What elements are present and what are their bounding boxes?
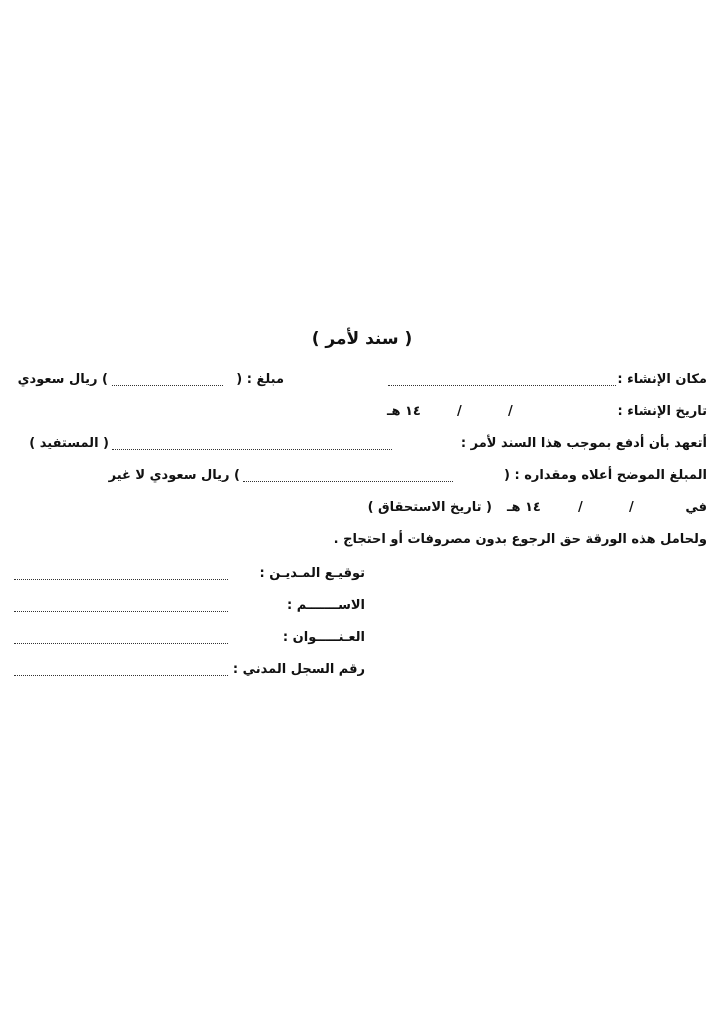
date-of-issue-label: تاريخ الإنشاء : (617, 404, 707, 419)
beneficiary-label: ( المستفيد ) (29, 436, 109, 451)
pledge-text: أتعهد بأن أدفع بموجب هذا السند لأمر : (460, 436, 707, 451)
document-title: ( سند لأمر ) (311, 329, 413, 349)
name-field[interactable] (14, 611, 228, 612)
date-separator: / (508, 404, 513, 419)
beneficiary-field[interactable] (112, 449, 392, 450)
date-separator: / (578, 500, 583, 515)
bearer-clause: ولحامل هذه الورقة حق الرجوع بدون مصروفات أو احتجاج . (333, 532, 707, 547)
amount-label: مبلغ : ( (236, 372, 284, 387)
amount-in-words-field[interactable] (243, 481, 453, 482)
debtor-signature-field[interactable] (14, 579, 228, 580)
civil-id-field[interactable] (14, 675, 228, 676)
date-separator: / (629, 500, 634, 515)
amount-in-words-suffix: ) ريال سعودي لا غير (108, 468, 240, 483)
amount-currency-label: ) ريال سعودي (17, 372, 108, 387)
civil-id-label: رقم السجل المدني : (232, 662, 365, 677)
place-of-issue-label: مكان الإنشاء : (617, 372, 707, 387)
hijri-year-label: ١٤ هـ (507, 500, 541, 515)
address-label: العـنـــــوان : (282, 630, 365, 645)
debtor-signature-label: توقيـع المـديـن : (259, 566, 365, 581)
place-of-issue-field[interactable] (388, 385, 616, 386)
hijri-year-label: ١٤ هـ (387, 404, 421, 419)
name-label: الاســـــــم : (287, 598, 365, 613)
date-separator: / (457, 404, 462, 419)
address-field[interactable] (14, 643, 228, 644)
amount-field[interactable] (112, 385, 223, 386)
amount-in-words-label: المبلغ الموضح أعلاه ومقداره : ( (504, 468, 707, 483)
due-date-label: ( تاريخ الاستحقاق ) (367, 500, 492, 515)
due-date-prefix: في (685, 500, 707, 515)
